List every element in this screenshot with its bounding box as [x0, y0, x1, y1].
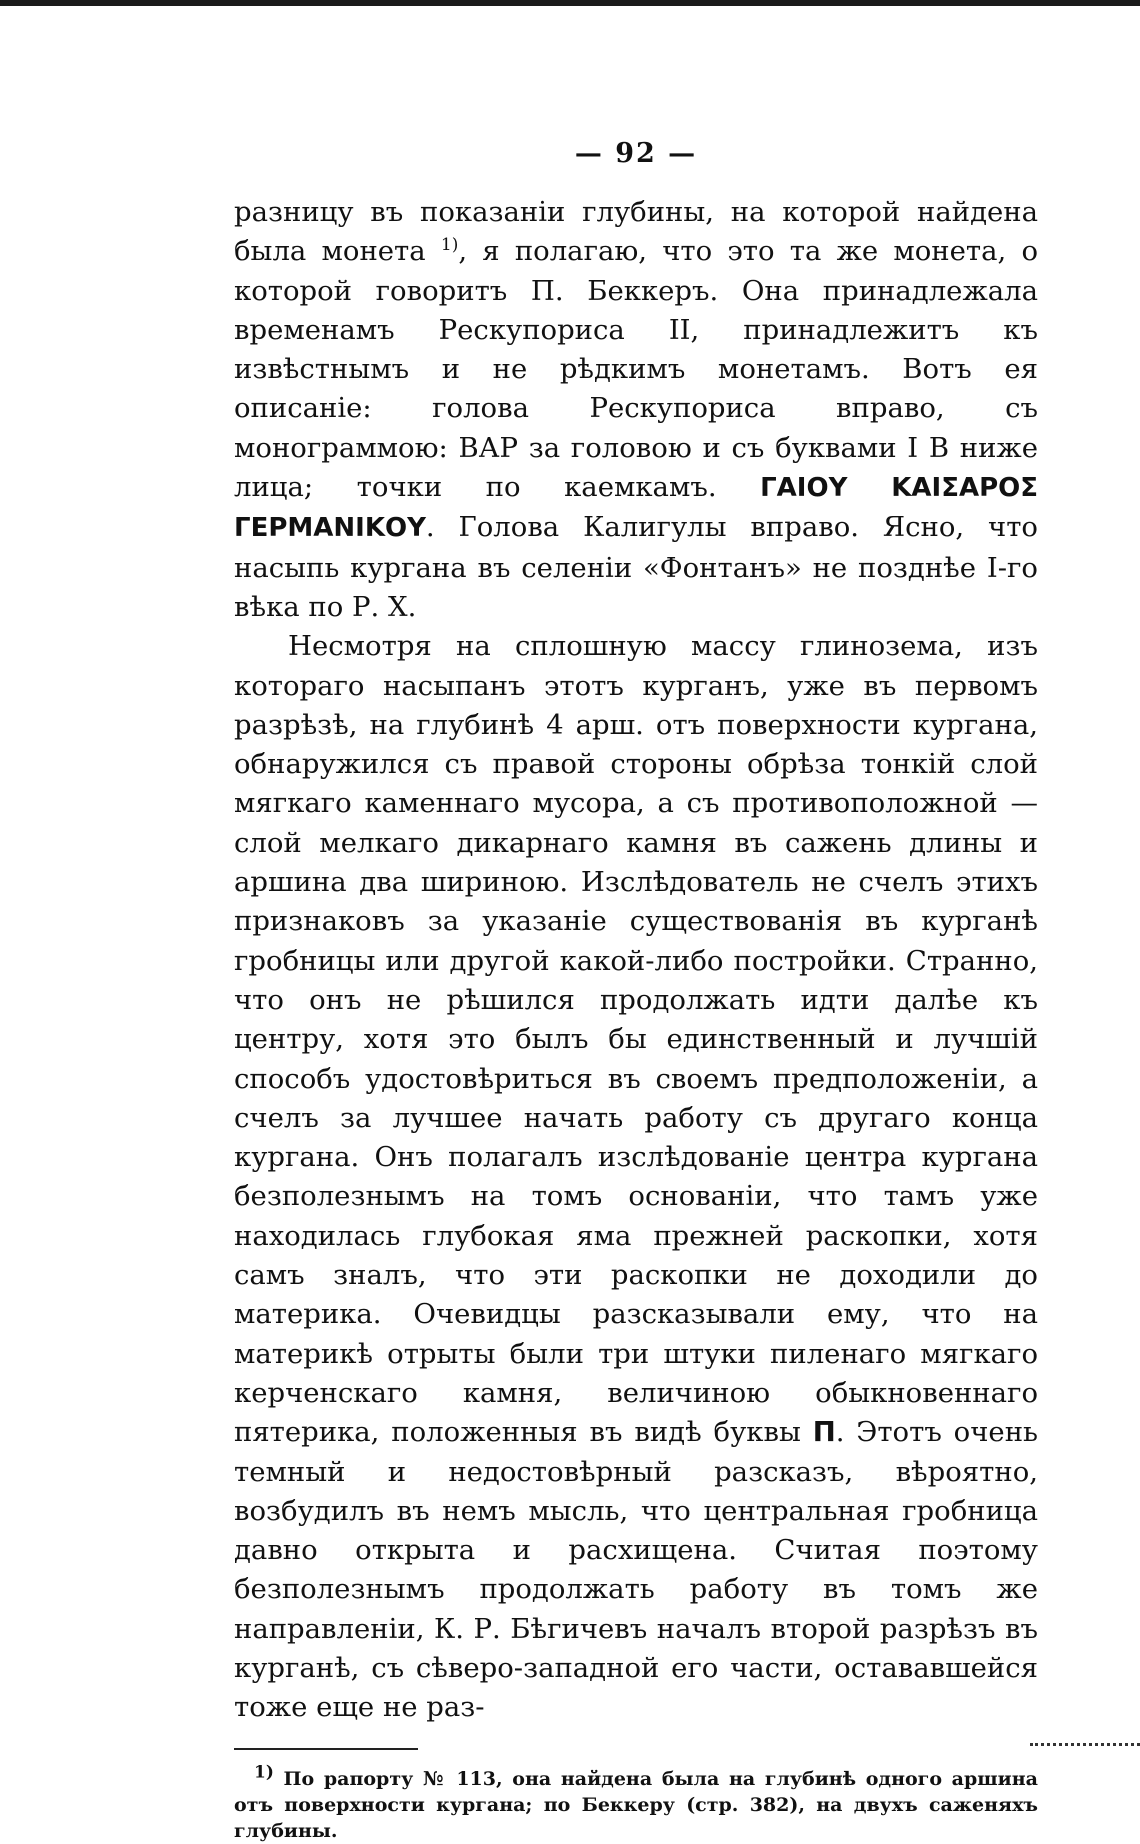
paragraph-2-text-start: Несмотря на сплошную массу глинозема, изъ котораго насыпанъ этотъ курганъ, уже въ первомъ разрѣзѣ, на глубинѣ 4 арш. отъ поверхности кургана, обнаружился съ правой стороны обрѣза тонкiй слой мягкаго каменнаго мусора, а съ противоположной — слой мелкаго дикарнаго камня въ сажень длины и аршина два шириною. Изслѣдователь не счелъ этихъ признаковъ за указанiе существованiя въ курганѣ гробницы или другой какой-либо постройки. Странно, что онъ не рѣшился продолжать идти далѣе къ центру, хотя это былъ бы единственный и лучшiй способъ удостовѣриться въ своемъ предположенiи, а счелъ за лучшее начать работу съ другаго конца кургана. Онъ полагалъ изслѣдованiе центра кургана безполезнымъ на томъ основанiи, что тамъ уже находилась глубокая яма прежней раскопки, хотя самъ зналъ, что эти раскопки не доходили до материка. Очевидцы разсказывали ему, что на материкѣ отрыты были три штуки пиленаго мягкаго керченскаго камня, величиною обыкновеннаго пятерика, положенныя въ видѣ буквы: [234, 630, 1038, 1449]
paragraph-1-text-start: разницу въ показанiи глубины, на которой найдена была монета: [234, 196, 1038, 268]
paragraph-2-text-end: . Этотъ очень темный и недостовѣрный разсказъ, вѣроятно, возбудилъ въ немъ мысль, что центральная гробница давно открыта и расхищена. Считая поэтому безполезнымъ продолжать работу въ томъ же направленiи, К. Р. Бѣгичевъ началъ второй разрѣзъ въ курганѣ, съ сѣверо-западной его части, остававшейся тоже еще не раз-: [234, 1416, 1038, 1724]
paragraph-1: [234, 193, 1038, 627]
paragraph-1-text-end: . Голова Калигулы вправо. Ясно, что насыпь кургана въ селенiи «Фонтанъ» не позднѣе I-го вѣка по Р. Х.: [234, 511, 1038, 623]
footnote-divider: [234, 1748, 418, 1750]
scan-corner-mark: [1030, 1743, 1140, 1756]
top-scan-edge: [0, 0, 1140, 6]
letter-pe-symbol: П: [812, 1416, 836, 1449]
page-number: — 92 —: [574, 138, 698, 169]
footnote-reference: 1): [440, 235, 459, 256]
paragraph-2: [234, 627, 1038, 1727]
greek-inscription: ΓΑΙΟΥ ΚΑΙΣΑΡΟΣ ΓΕΡΜΑΝΙΚΟΥ: [234, 473, 1038, 544]
footnote: [234, 1762, 1038, 1844]
book-page: [234, 138, 1038, 1844]
paragraph-1-text-middle: , я полагаю, что это та же монета, о которой говоритъ П. Беккеръ. Она принадлежала временамъ Рескупориса II, принадлежитъ къ извѣстнымъ и не рѣдкимъ монетамъ. Вотъ ея описанiе: голова Рескупориса вправо, съ монограммою: ВАР за головою и съ буквами I В ниже лица; точки по каемкамъ.: [234, 235, 1038, 504]
footnote-text: По рапорту № 113, она найдена была на глубинѣ одного аршина отъ поверхности кургана; по Беккеру (стр. 382), на двухъ саженяхъ глубины.: [234, 1767, 1038, 1842]
footnote-marker: 1): [254, 1762, 274, 1783]
